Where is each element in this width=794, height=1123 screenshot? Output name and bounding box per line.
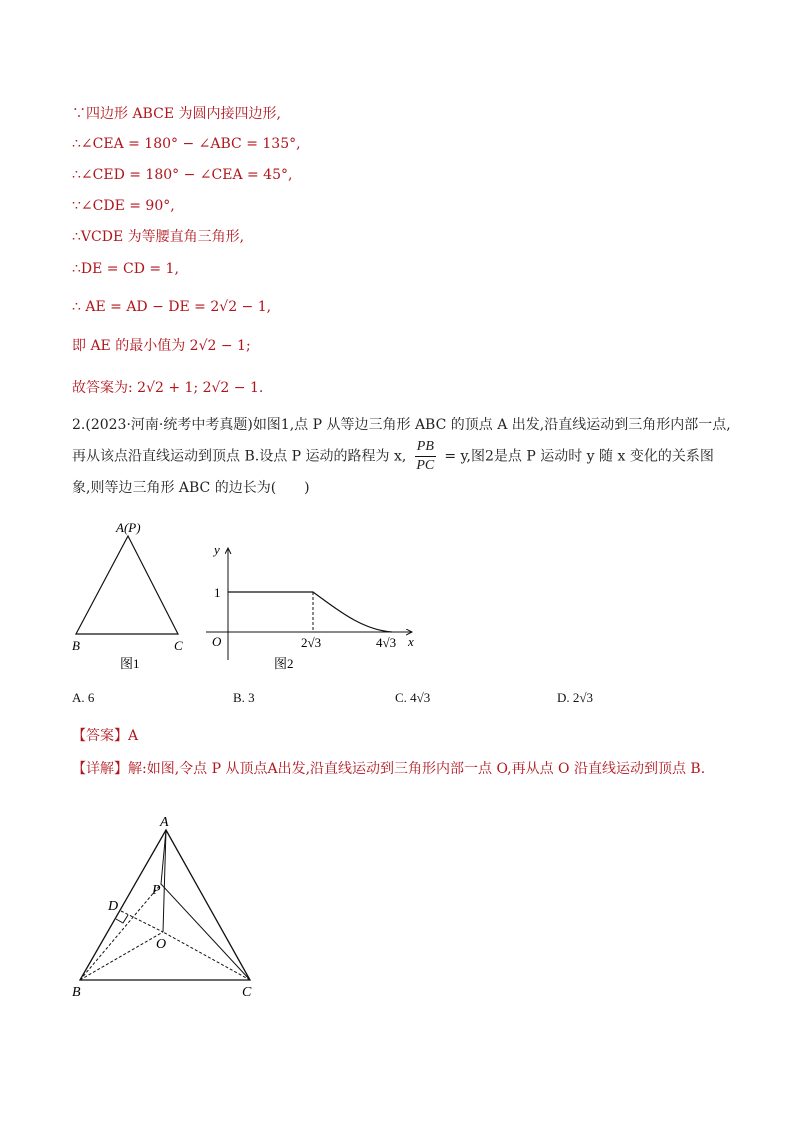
label-b: B (72, 985, 81, 1000)
y-axis-label: y (214, 542, 220, 557)
option-letter: C. (395, 690, 407, 705)
segment-cp (161, 884, 250, 980)
label-b: B (72, 638, 80, 653)
option-letter: B. (233, 690, 245, 705)
segment-bo (80, 932, 163, 980)
solution-line: ∵四边形 ABCE 为圆内接四边形, (72, 106, 281, 122)
fraction-pb-pc (415, 438, 436, 475)
answer-line (72, 726, 138, 746)
figure-3 (64, 812, 274, 1002)
x-tick-2sqrt3: 2√3 (301, 635, 322, 650)
fraction-denominator: PC (416, 458, 435, 473)
option-value: 3 (248, 690, 255, 705)
option-value: 6 (87, 690, 95, 705)
option-d[interactable] (557, 690, 593, 706)
answer-label: 【答案】 (72, 728, 128, 744)
label-a: A (160, 815, 169, 830)
option-c[interactable] (395, 690, 430, 706)
solution-line: 故答案为: 2√2 + 1; 2√2 − 1. (72, 380, 264, 396)
fraction-numerator: PB (415, 438, 436, 457)
option-letter: D. (557, 690, 570, 705)
label-d: D (108, 899, 119, 914)
question-text-part2: = y,图2是点 P 运动时 y 随 x 变化的关系图象,则等边三角形 ABC 的边长为( ) (72, 448, 714, 496)
solution-line: ∵∠CDE = 90°, (72, 198, 175, 214)
question-number: 2. (72, 417, 86, 433)
detail-text: 解:如图,令点 P 从顶点A出发,沿直线运动到三角形内部一点 O,再从点 O 沿直线运动到顶点 B. (128, 761, 706, 777)
label-o: O (156, 937, 167, 952)
label-a-p: A(P) (116, 520, 141, 535)
label-p: P (152, 883, 161, 898)
question-source: (2023·河南·统考中考真题) (85, 417, 253, 433)
right-angle-mark (116, 915, 128, 923)
option-value: 4√3 (410, 690, 431, 705)
label-c: C (242, 985, 252, 1000)
solution-line: ∴∠CEA = 180° − ∠ABC = 135°, (72, 136, 301, 152)
solution-line: ∴DE = CD = 1, (72, 261, 179, 277)
answer-value: A (128, 728, 139, 744)
figure-2 (200, 536, 430, 676)
figure-1 (60, 516, 200, 676)
label-c: C (174, 638, 183, 653)
figure-2-caption: 图2 (274, 656, 294, 671)
option-a[interactable] (72, 690, 94, 706)
segment-do (121, 911, 163, 932)
option-value: 2√3 (572, 690, 594, 705)
figure-1-caption: 图1 (120, 656, 140, 671)
triangle-abc (76, 536, 178, 634)
question-text-part1: 如图1,点 P 从等边三角形 ABC 的顶点 A 出发,沿直线运动到三角形内部一点,再从该点沿直线运动到顶点 B.设点 P 运动的路程为 x, (72, 417, 731, 465)
solution-line: 即 AE 的最小值为 2√2 − 1; (72, 338, 251, 354)
option-letter: A. (72, 690, 85, 705)
graph-curve (228, 592, 392, 632)
x-tick-4sqrt3: 4√3 (376, 635, 397, 650)
detail-paragraph (72, 756, 732, 782)
origin-label: O (212, 634, 222, 649)
solution-line: ∴ AE = AD − DE = 2√2 − 1, (72, 299, 272, 315)
detail-label: 【详解】 (72, 761, 128, 777)
x-axis-label: x (408, 634, 414, 649)
option-b[interactable] (233, 690, 255, 706)
solution-line: ∴VCDE 为等腰直角三角形, (72, 229, 245, 245)
solution-line: ∴∠CED = 180° − ∠CEA = 45°, (72, 167, 293, 183)
segment-bp (80, 884, 161, 980)
y-tick-1: 1 (214, 585, 221, 600)
question-2 (72, 412, 732, 501)
